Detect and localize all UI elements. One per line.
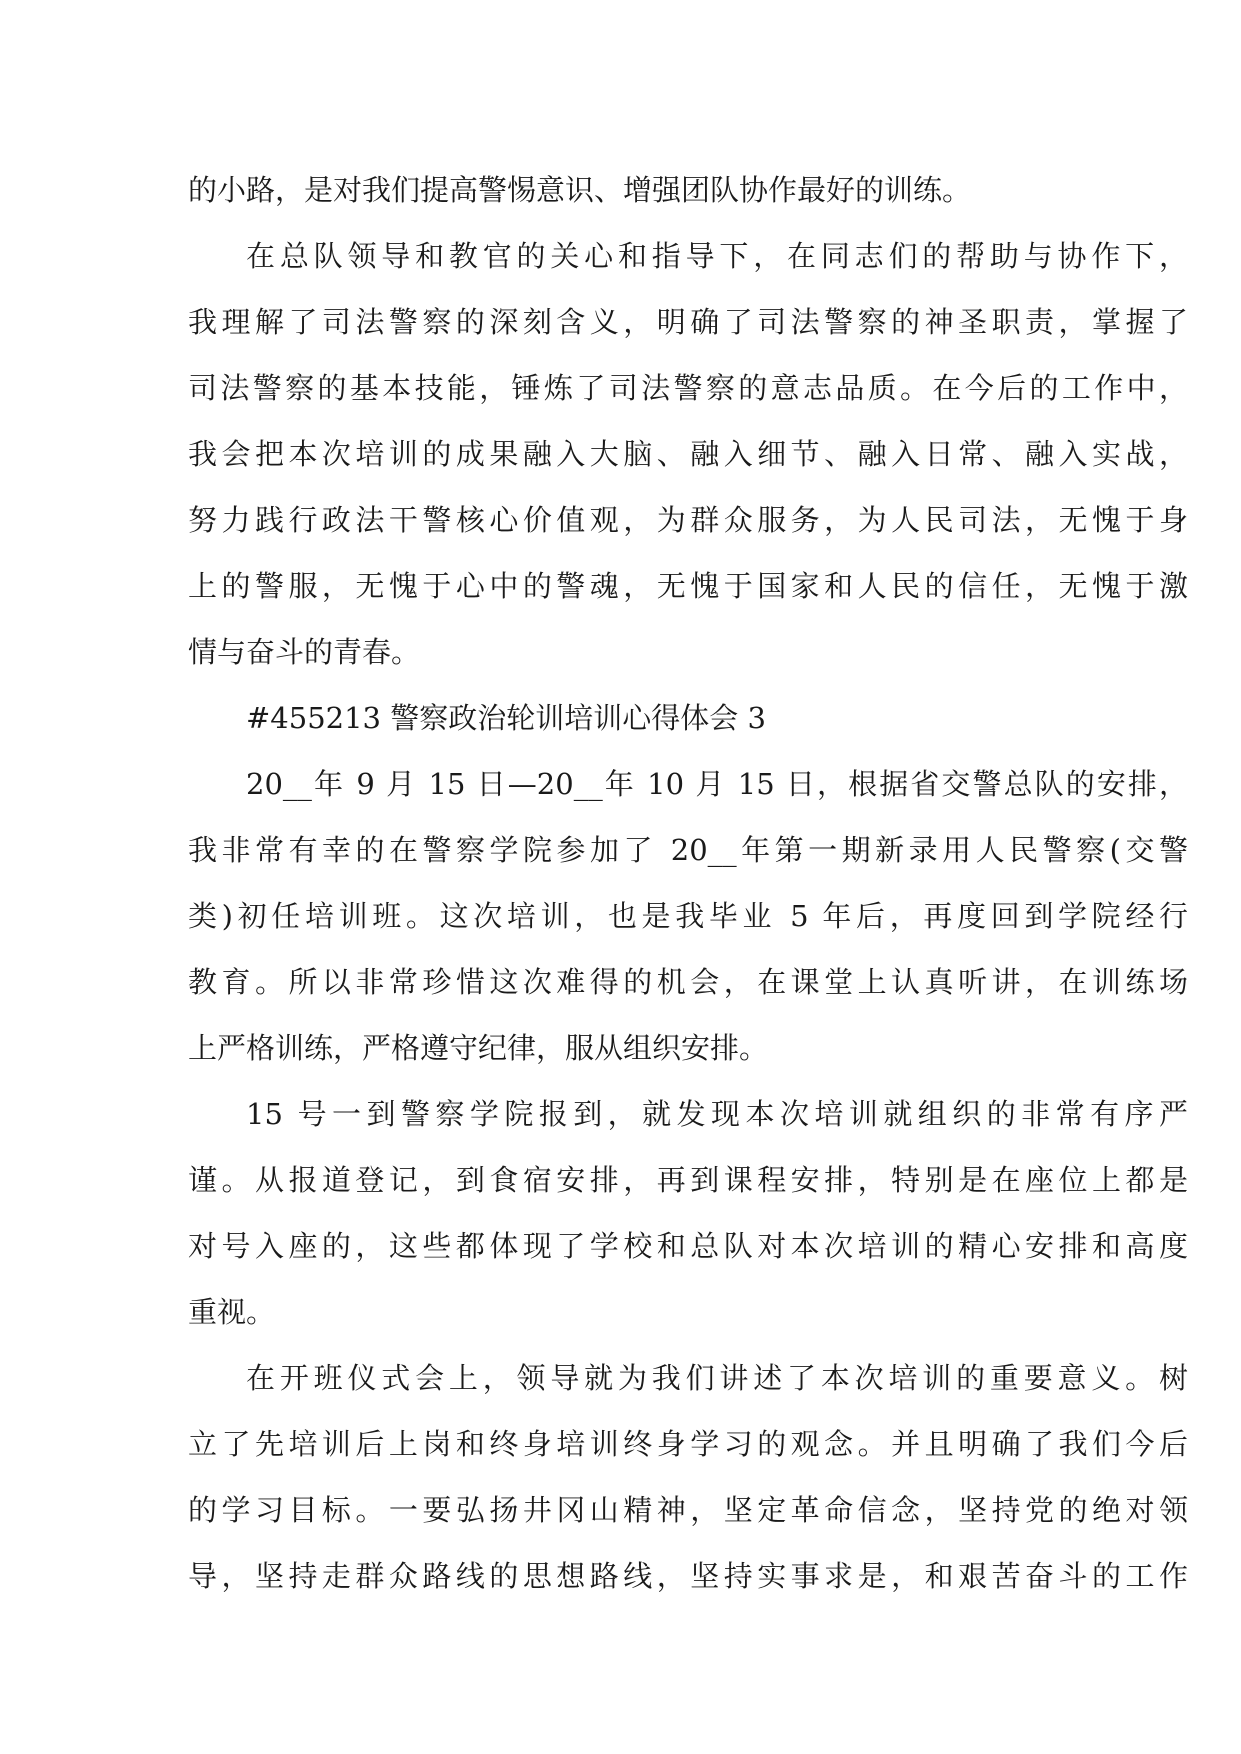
section-heading: #455213 警察政治轮训培训心得体会 3	[246, 701, 766, 735]
paragraph-first-line: 15 号一到警察学院报到，就发现本次培训就组织的非常有序严	[246, 1097, 1188, 1131]
text-line: 我非常有幸的在警察学院参加了 20__年第一期新录用人民警察(交警	[188, 833, 1188, 867]
text-line: 导，坚持走群众路线的思想路线，坚持实事求是，和艰苦奋斗的工作	[188, 1559, 1188, 1593]
text-line: 的学习目标。一要弘扬井冈山精神，坚定革命信念，坚持党的绝对领	[188, 1493, 1188, 1527]
text-line: 我会把本次培训的成果融入大脑、融入细节、融入日常、融入实战，	[188, 437, 1188, 471]
text-line: 司法警察的基本技能，锤炼了司法警察的意志品质。在今后的工作中，	[188, 371, 1188, 405]
text-line: 的小路，是对我们提高警惕意识、增强团队协作最好的训练。	[188, 173, 972, 207]
text-line: 对号入座的，这些都体现了学校和总队对本次培训的精心安排和高度	[188, 1229, 1188, 1263]
text-line: 情与奋斗的青春。	[188, 635, 421, 669]
paragraph-first-line: 在总队领导和教官的关心和指导下，在同志们的帮助与协作下，	[246, 239, 1188, 273]
text-line: 我理解了司法警察的深刻含义，明确了司法警察的神圣职责，掌握了	[188, 305, 1188, 339]
text-line: 重视。	[188, 1295, 276, 1329]
paragraph-first-line: 20__年 9 月 15 日—20__年 10 月 15 日，根据省交警总队的安排，	[246, 767, 1188, 801]
text-line: 努力践行政法干警核心价值观，为群众服务，为人民司法，无愧于身	[188, 503, 1188, 537]
text-line: 类)初任培训班。这次培训，也是我毕业 5 年后，再度回到学院经行	[188, 899, 1188, 933]
document-body	[188, 157, 1188, 1609]
text-line: 谨。从报道登记，到食宿安排，再到课程安排，特别是在座位上都是	[188, 1163, 1188, 1197]
text-line: 上的警服，无愧于心中的警魂，无愧于国家和人民的信任，无愧于激	[188, 569, 1188, 603]
text-line: 上严格训练，严格遵守纪律，服从组织安排。	[188, 1031, 769, 1065]
text-line: 立了先培训后上岗和终身培训终身学习的观念。并且明确了我们今后	[188, 1427, 1188, 1461]
paragraph-first-line: 在开班仪式会上，领导就为我们讲述了本次培训的重要意义。树	[246, 1361, 1188, 1395]
text-line: 教育。所以非常珍惜这次难得的机会，在课堂上认真听讲，在训练场	[188, 965, 1188, 999]
